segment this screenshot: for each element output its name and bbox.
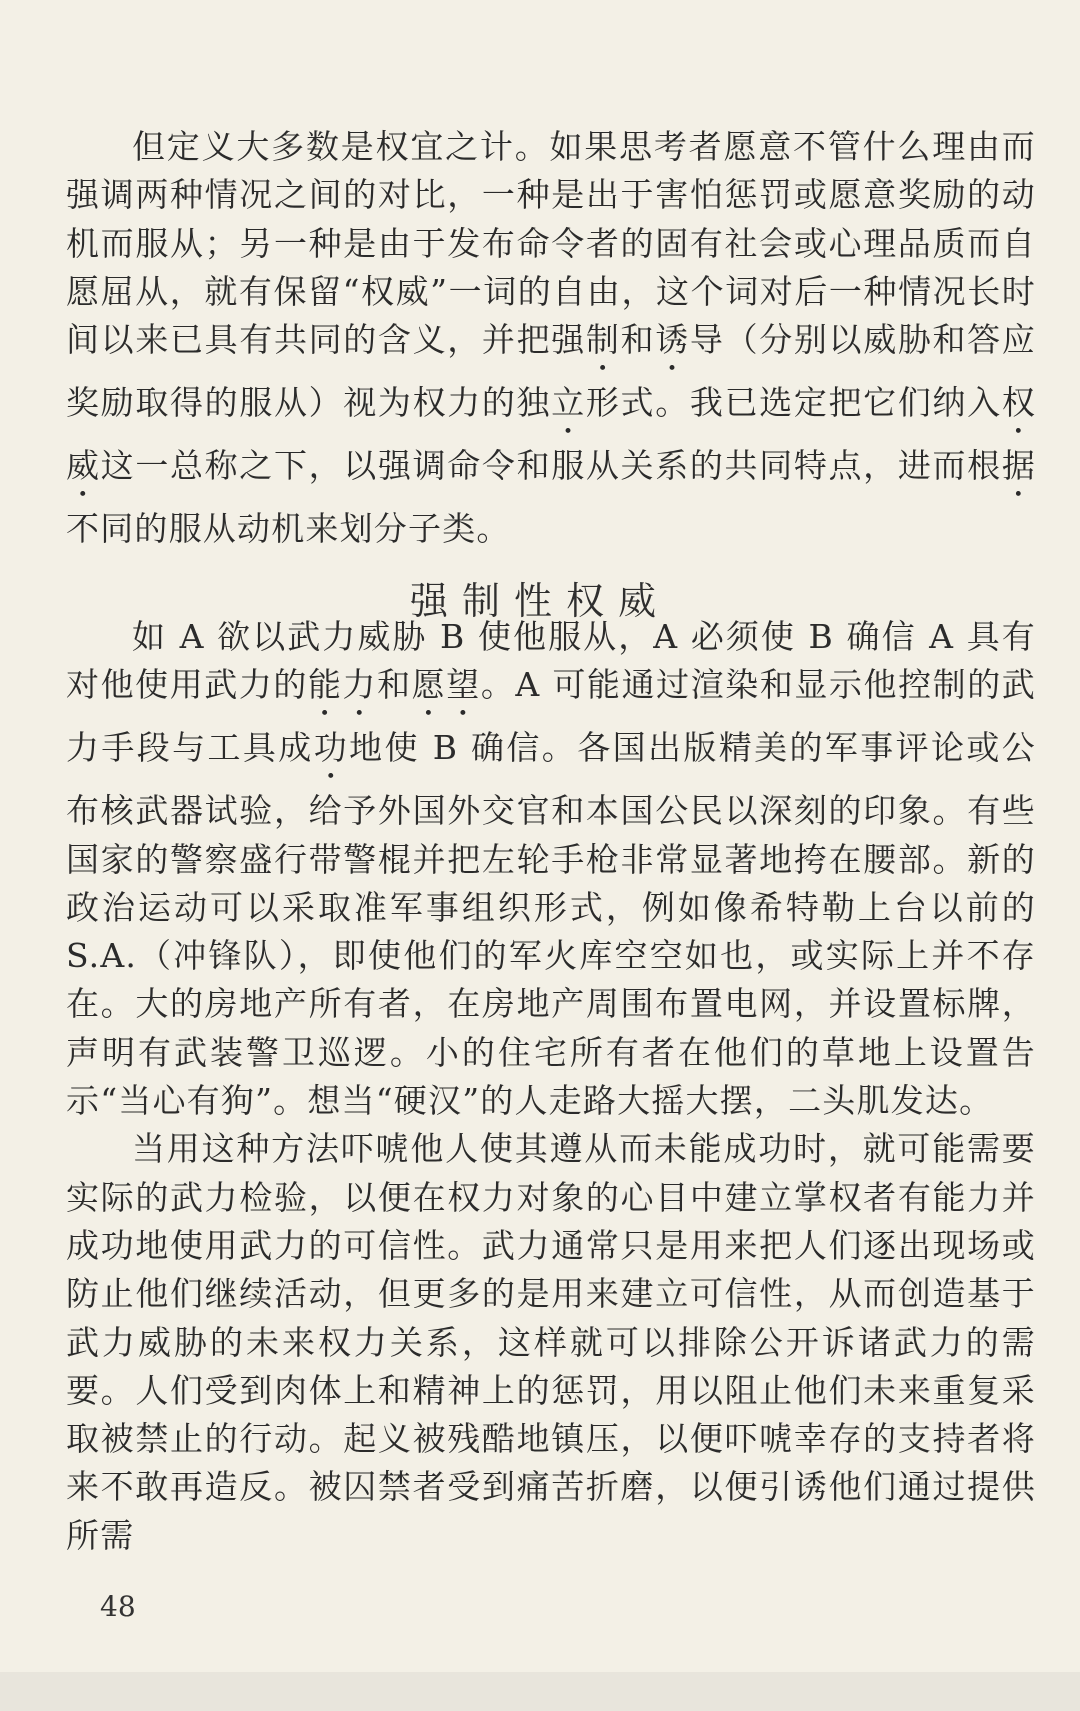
text-run: 。A 可能通过渲染和显示他控制的武力手段与工具成	[66, 665, 1037, 768]
paragraph-definition	[66, 123, 1036, 553]
emphasized-text: 制	[585, 320, 621, 360]
emphasized-text: 据	[1001, 446, 1037, 486]
emphasized-text: 权威	[66, 383, 1037, 486]
text-run: 我已选定把它们纳入	[689, 383, 1002, 423]
paragraph-coercion	[66, 613, 1036, 1125]
text-run: 和	[620, 320, 656, 360]
emphasized-text: 愿望	[411, 665, 481, 705]
page-number: 48	[100, 1590, 136, 1623]
text-run: 但定义大多数是权宜之计。如果思考者愿意不管什么理由而强调两种情况之间的对比，一种是出于害怕惩罚或愿意奖励的动机而服从；另一种是由于发布命令者的固有社会或心理品质而自愿屈从，就有保留“权威”一词的自由，这个词对后一种情况长时间以来已具有共同的含义，并把强	[66, 127, 1036, 360]
text-run: 地使 B 确信。各国出版精美的军事评论或公布核武器试验，给予外国外交官和本国公民以深刻的印象。有些国家的警察盛行带警棍并把左轮手枪非常显著地挎在腰部。新的政治运动可以采取准军事组织形式，例如像希特勒上台以前的 S.A.（冲锋队），即使他们的军火库空空如也，或实际上并不存在。大的房地产所有者，在房地产周围布置电网，并设置标牌，声明有武装警卫巡逻。小的住宅所有者在他们的草地上设置告示“当心有狗”。想当“硬汉”的人走路大摇大摆，二头肌发达。	[66, 728, 1036, 1121]
text-run: 导（分别以威胁和答应奖励取得的服从）视为权力的独	[66, 320, 1037, 423]
emphasized-text: 立	[551, 383, 586, 423]
emphasized-text: 功	[313, 728, 350, 768]
text-run: 形式	[585, 383, 656, 423]
text-run: 如 A 欲以武力威胁 B 使他服从，A 必须使 B 确信 A 具有对他使用武力的	[66, 617, 1036, 705]
paragraph-force-test: 当用这种方法吓唬他人使其遵从而未能成功时，就可能需要实际的武力检验，以便在权力对象的心目中建立掌权者有能力并成功地使用武力的可信性。武力通常只是用来把人们逐出现场或防止他们继续活动，但更多的是用来建立可信性，从而创造基于武力威胁的未来权力关系，这样就可以排除公开诉诸武力的需要。人们受到肉体上和精神上的惩罚，用以阻止他们未来重复采取被禁止的行动。起义被残酷地镇压，以便吓唬幸存的支持者将来不敢再造反。被囚禁者受到痛苦折磨，以便引诱他们通过提供所需	[66, 1129, 1036, 1555]
section-1	[66, 123, 1036, 553]
page-edge	[0, 1672, 1080, 1711]
text-run: 这一总称之下，以强调命令和服从关系的共同特点，进而根	[100, 446, 1002, 486]
text-run: 和	[377, 665, 412, 705]
emphasized-text: 诱	[655, 320, 690, 360]
section-2	[66, 613, 1036, 1560]
section-heading: 强制性权威	[409, 579, 670, 623]
emphasized-text: 能力	[307, 665, 378, 705]
text-run: 不同的服从动机来划分子类。	[66, 509, 511, 549]
emphasized-text: 。	[655, 383, 690, 423]
